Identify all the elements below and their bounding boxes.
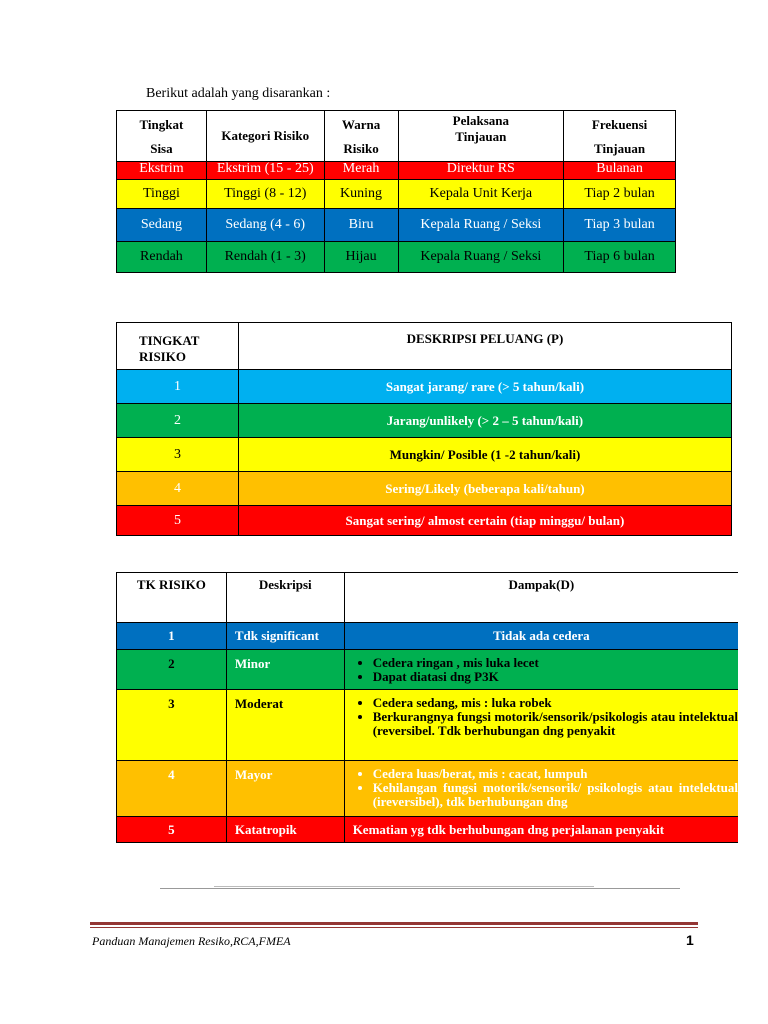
footer-rule xyxy=(90,927,698,928)
header-frekuensi-tinjauan: Frekuensi Tinjauan xyxy=(564,111,676,162)
review-frequency-table xyxy=(116,110,676,273)
table3-row: 5 Katatropik Kematian yg tdk berhubungan dng perjalanan penyakit xyxy=(117,817,739,843)
page-number: 1 xyxy=(686,932,694,948)
impact-table xyxy=(116,572,738,843)
header-dampak: Dampak(D) xyxy=(344,573,738,623)
header-pelaksana-tinjauan: Pelaksana Tinjauan xyxy=(398,111,564,162)
header-tingkat-risiko: TINGKAT RISIKO xyxy=(117,323,239,370)
header-tingkat-sisa: Tingkat Sisa xyxy=(117,111,207,162)
impact-bullets: • Cedera sedang, mis : luka robek • Berkurangnya fungsi motorik/sensorik/psikologis atau intelektual (reversibel. Tdk berhubungan dng penyakit xyxy=(345,696,738,738)
impact-bullets: • Cedera luas/berat, mis : cacat, lumpuh • Kehilangan fungsi motorik/sensorik/ psikologis atau intelektual (ireversibel), tdk berhubungan dng xyxy=(345,767,738,809)
header-deskripsi-peluang: DESKRIPSI PELUANG (P) xyxy=(238,323,731,370)
table3-row: 3 Moderat • Cedera sedang, mis : luka robek • Berkurangnya fungsi motorik/sensorik/psikologis atau intelektual (reversibel. Tdk berhubungan dng penyakit xyxy=(117,690,739,761)
header-warna-risiko: Warna Risiko xyxy=(324,111,398,162)
table2-row: 4 Sering/Likely (beberapa kali/tahun) xyxy=(117,472,732,506)
table1-row: Tinggi Tinggi (8 - 12) Kuning Kepala Unit Kerja Tiap 2 bulan xyxy=(117,180,676,209)
table3-row: 4 Mayor • Cedera luas/berat, mis : cacat, lumpuh • Kehilangan fungsi motorik/sensorik/ psikologis atau intelektual (ireversibel), tdk berhubungan dng xyxy=(117,761,739,817)
table1-row: Rendah Rendah (1 - 3) Hijau Kepala Ruang / Seksi Tiap 6 bulan xyxy=(117,242,676,273)
table3-row: 2 Minor • Cedera ringan , mis luka lecet • Dapat diatasi dng P3K xyxy=(117,650,739,690)
table2-row: 1 Sangat jarang/ rare (> 5 tahun/kali) xyxy=(117,370,732,404)
table2-row: 5 Sangat sering/ almost certain (tiap minggu/ bulan) xyxy=(117,506,732,536)
probability-table xyxy=(116,322,732,536)
table3-row: 1 Tdk significant Tidak ada cedera xyxy=(117,623,739,650)
table1-row: Sedang Sedang (4 - 6) Biru Kepala Ruang / Seksi Tiap 3 bulan xyxy=(117,209,676,242)
intro-text: Berikut adalah yang disarankan : xyxy=(146,86,331,101)
table1-row: Ekstrim Ekstrim (15 - 25) Merah Direktur RS Bulanan xyxy=(117,162,676,180)
table2-row: 2 Jarang/unlikely (> 2 – 5 tahun/kali) xyxy=(117,404,732,438)
header-tk-risiko: TK RISIKO xyxy=(117,573,227,623)
header-kategori-risiko: Kategori Risiko xyxy=(206,111,324,162)
table2-row: 3 Mungkin/ Posible (1 -2 tahun/kali) xyxy=(117,438,732,472)
divider-line xyxy=(214,886,594,887)
impact-bullets: • Cedera ringan , mis luka lecet • Dapat diatasi dng P3K xyxy=(345,656,738,684)
footer-title: Panduan Manajemen Resiko,RCA,FMEA xyxy=(92,934,291,948)
footer-rule xyxy=(90,922,698,925)
header-deskripsi: Deskripsi xyxy=(226,573,344,623)
divider-line xyxy=(160,888,680,889)
